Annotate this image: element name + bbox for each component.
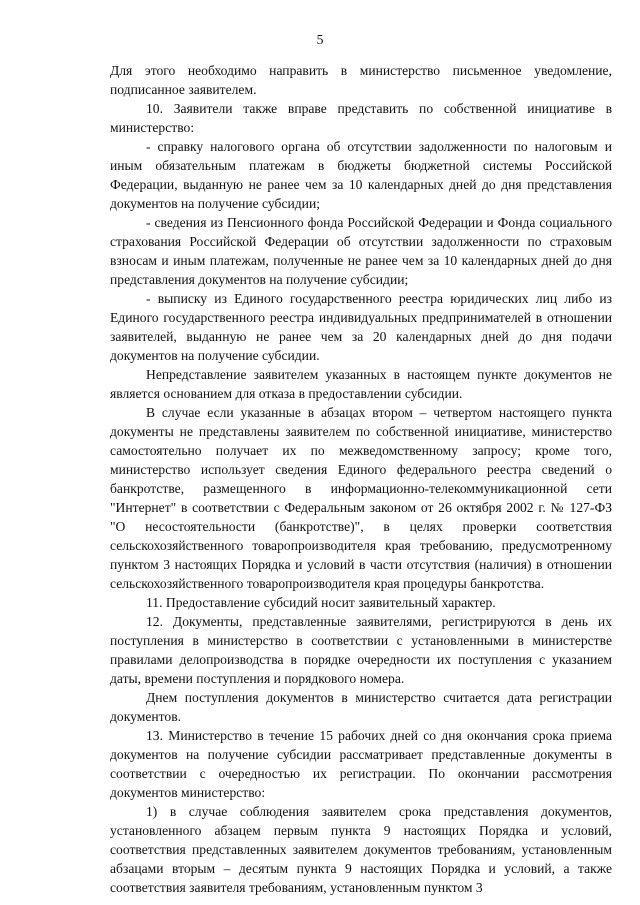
paragraph-pension-fund-info: - сведения из Пенсионного фонда Российской Федерации и Фонда социального страхования Российской Федерации об отсутствии задолженности по страховым взносам и иным платежам, полученные не ранее чем за 10 календарных дней до дня представления документов на получение субсидии; xyxy=(110,215,612,287)
paragraph-item-12: 12. Документы, представленные заявителями, регистрируются в день их поступления в министерство в соответствии с установленными в министерстве правилами делопроизводства в порядке очередности их поступления с указанием даты, времени поступления и порядкового номера. xyxy=(110,614,612,686)
paragraph-registry-extract: - выписку из Единого государственного реестра юридических лиц либо из Единого государственного реестра индивидуальных предпринимателей в отношении заявителей, выданную не ранее чем за 20 календарных дней до дня подачи документов на получение субсидии. xyxy=(110,291,612,363)
paragraph-notice-requirement: Для этого необходимо направить в министерство письменное уведомление, подписанное заявителем. xyxy=(110,63,612,97)
paragraph-item-10: 10. Заявители также вправе представить по собственной инициативе в министерство: xyxy=(110,101,612,135)
paragraph-interagency-request: В случае если указанные в абзацах втором – четвертом настоящего пункта документы не представлены заявителем по собственной инициативе, министерство самостоятельно получает их по межведомственному запросу; кроме того, министерство использует сведения Единого федерального реестра сведений о банкротстве, размещенного в информационно-телекоммуникационной сети "Интернет" в соответствии с Федеральным законом от 26 октября 2002 г. № 127-ФЗ "О несостоятельности (банкротстве)", в целях проверки соответствия сельскохозяйственного товаропроизводителя края требованию, предусмотренному пунктом 3 настоящих Порядка и условий в части отсутствия (наличия) в отношении сельскохозяйственного товаропроизводителя края процедуры банкротства. xyxy=(110,405,612,591)
paragraph-non-submission: Непредставление заявителем указанных в настоящем пункте документов не является основанием для отказа в предоставлении субсидии. xyxy=(110,367,612,401)
paragraph-receipt-date: Днем поступления документов в министерство считается дата регистрации документов. xyxy=(110,690,612,724)
page-number: 5 xyxy=(316,32,324,47)
paragraph-tax-certificate: - справку налогового органа об отсутствии задолженности по налоговым и иным обязательным платежам в бюджеты бюджетной системы Российской Федерации, выданную не ранее чем за 10 календарных дней до дня представления документов на получение субсидии; xyxy=(110,139,612,211)
paragraph-item-13-subitem-1: 1) в случае соблюдения заявителем срока представления документов, установленного абзацем первым пункта 9 настоящих Порядка и условий, соответствия представленных заявителем документов требованиям, установленным абзацами вторым – десятым пункта 9 настоящих Порядка и условий, а также соответствия заявителя требованиям, установленным пунктом 3 xyxy=(110,804,612,895)
paragraph-item-11: 11. Предоставление субсидий носит заявительный характер. xyxy=(146,595,496,610)
paragraph-item-13: 13. Министерство в течение 15 рабочих дней со дня окончания срока приема документов на получение субсидии рассматривает представленные документы в соответствии с очередностью их регистрации. По окончании рассмотрения документов министерство: xyxy=(110,728,612,800)
document-body xyxy=(110,61,612,897)
